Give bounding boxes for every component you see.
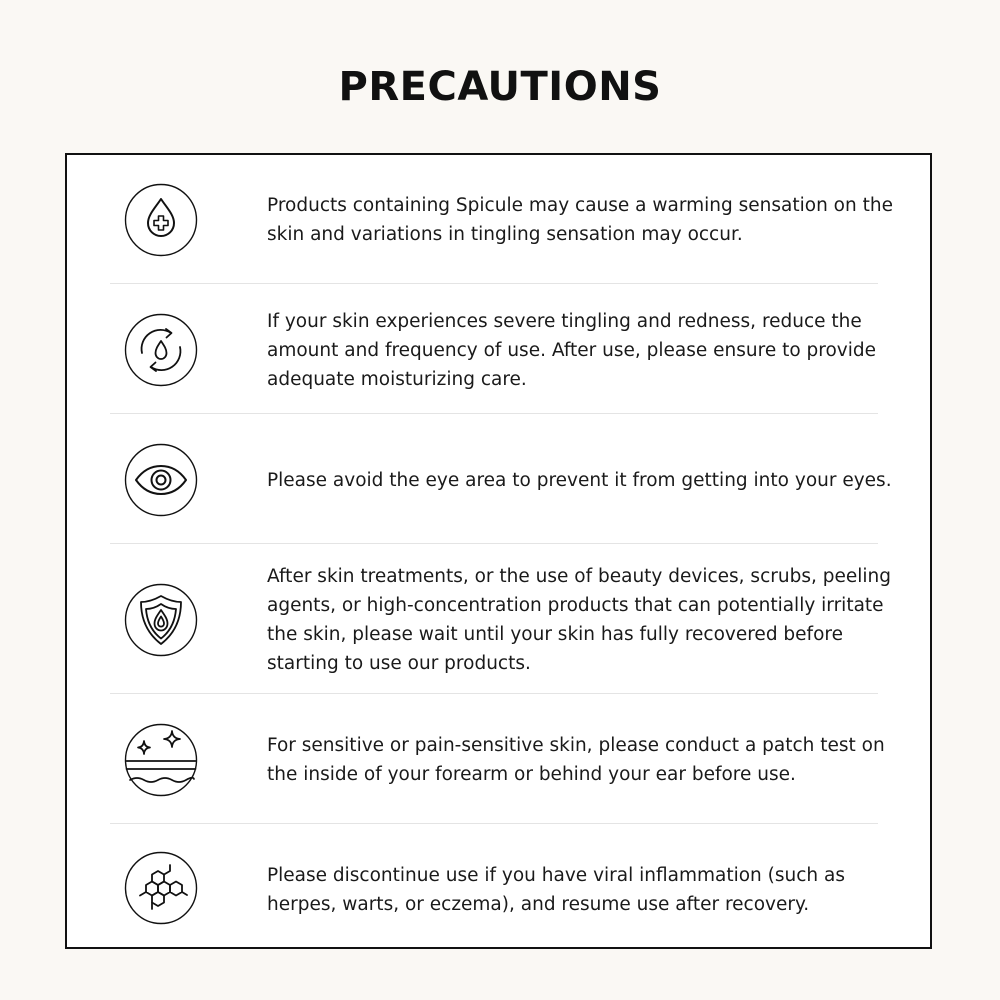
precaution-text: After skin treatments, or the use of beauty devices, scrubs, peeling agents, or high-concentration products that can potentially irritate the skin, please wait until your skin has fully recovered before starting to use our products.: [267, 566, 891, 674]
skin-sparkle-icon: [124, 723, 198, 797]
eye-icon: [124, 443, 198, 517]
precaution-text: Products containing Spicule may cause a warming sensation on the skin and variations in tingling sensation may occur.: [267, 195, 893, 245]
precaution-item-warming: [67, 155, 934, 285]
cycle-drop-icon: [124, 313, 198, 387]
page-title: PRECAUTIONS: [338, 64, 662, 110]
precaution-text: If your skin experiences severe tingling and redness, reduce the amount and frequency of use. After use, please ensure to provide adequate moisturizing care.: [267, 310, 877, 390]
divider: [110, 543, 878, 544]
precaution-item-eyes: [67, 415, 934, 545]
precaution-text: Please discontinue use if you have viral inflammation (such as herpes, warts, or eczema), and resume use after recovery.: [267, 865, 845, 915]
divider: [110, 693, 878, 694]
precautions-panel: [65, 153, 932, 949]
precaution-item-redness: [67, 285, 934, 415]
drop-cross-icon: [124, 183, 198, 257]
precaution-item-treatments: [67, 545, 934, 695]
shield-drop-icon: [124, 583, 198, 657]
precaution-text: For sensitive or pain-sensitive skin, please conduct a patch test on the inside of your forearm or behind your ear before use.: [267, 735, 885, 785]
divider: [110, 413, 878, 414]
divider: [110, 283, 878, 284]
precaution-text: Please avoid the eye area to prevent it from getting into your eyes.: [267, 469, 892, 491]
divider: [110, 823, 878, 824]
precaution-item-inflammation: [67, 825, 934, 955]
precaution-item-sensitive: [67, 695, 934, 825]
molecule-icon: [124, 851, 198, 925]
